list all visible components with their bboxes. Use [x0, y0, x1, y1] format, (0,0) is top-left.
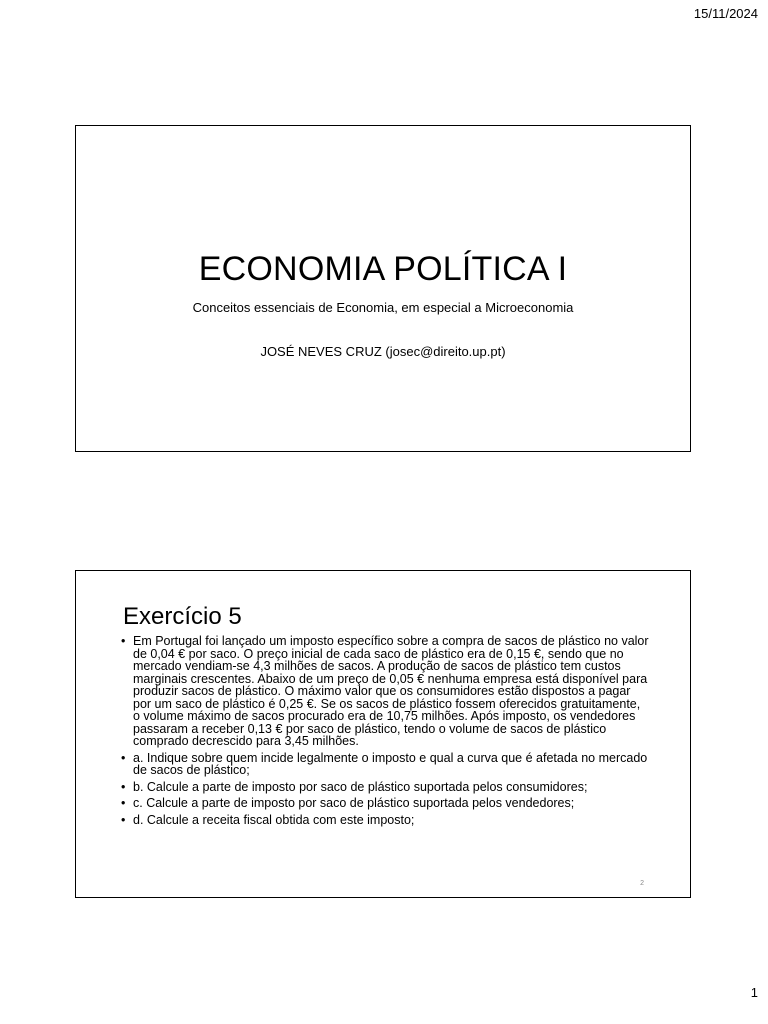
question-c: c. Calcule a parte de imposto por saco de plástico suportada pelos vendedores;	[133, 796, 575, 810]
bullet-icon: •	[121, 634, 126, 648]
slide-1-title: ECONOMIA POLÍTICA I	[198, 250, 568, 288]
bullet-icon: •	[121, 796, 126, 810]
bullet-icon: •	[121, 779, 126, 794]
page-number: 1	[750, 985, 758, 1000]
bullet-icon: •	[121, 750, 126, 765]
question-d: d. Calcule a receita fiscal obtida com este imposto;	[133, 812, 415, 827]
bullet-icon: •	[121, 812, 126, 827]
exercise-statement: Em Portugal foi lançado um imposto específico sobre a compra de sacos de plástico no valor de 0,04 € por saco. O preço inicial de cada saco de plástico era de 0,15 €, sendo que no mercado vendiam-se 4,3 milhões de sacos. A produção de sacos de plástico tem custos marginais crescentes. Abaixo de um preço de 0,05 € nenhuma empresa está disponível para produzir sacos de plástico. O máximo valor que os consumidores estão dispostos a pagar por um saco de plástico é 0,25 €. Se os sacos de plástico fossem oferecidos gratuitamente, o volume máximo de sacos procurado era de 10,75 milhões. Após imposto, os vendedores passaram a receber 0,13 € por saco de plástico, tendo o volume de sacos de plástico comprado decrescido para 3,45 milhões.	[133, 634, 649, 748]
list-item	[121, 814, 649, 827]
slide-2-title: Exercício 5	[123, 603, 242, 630]
list-item	[121, 635, 649, 748]
slide-2-thumbnail	[75, 570, 691, 898]
question-b: b. Calcule a parte de imposto por saco de plástico suportada pelos consumidores;	[133, 779, 588, 794]
question-a: a. Indique sobre quem incide legalmente o imposto e qual a curva que é afetada no mercado de sacos de plástico;	[133, 750, 648, 777]
slide-1-thumbnail	[75, 125, 691, 452]
list-item	[121, 752, 649, 777]
print-date: 15/11/2024	[693, 6, 758, 21]
exercise-list	[121, 635, 649, 830]
slide-number: 2	[640, 880, 644, 887]
slide-1-subtitle: Conceitos essenciais de Economia, em especial a Microeconomia	[192, 300, 574, 315]
list-item	[121, 797, 649, 810]
list-item	[121, 781, 649, 794]
slide-1-author: JOSÉ NEVES CRUZ (josec@direito.up.pt)	[260, 344, 506, 359]
